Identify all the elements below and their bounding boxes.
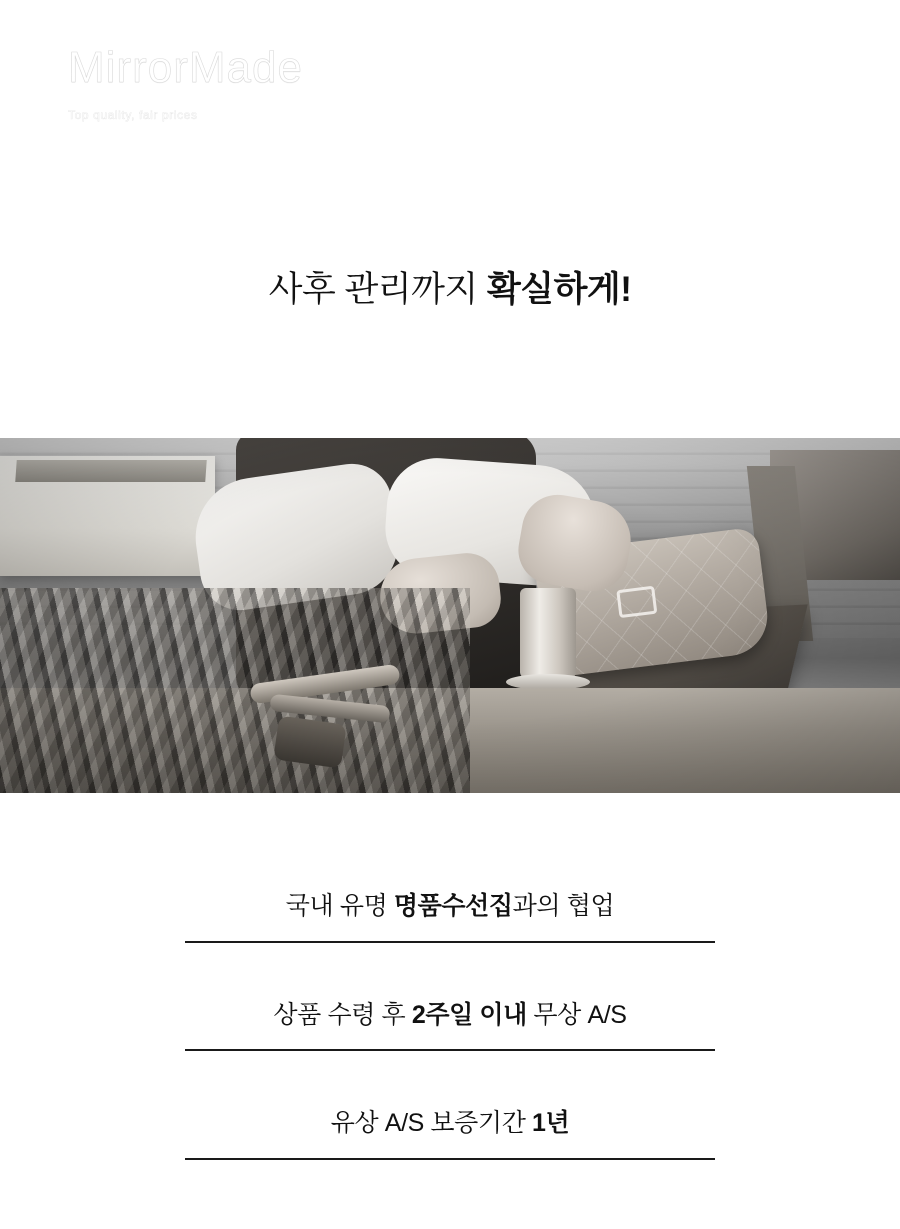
brand-watermark: [68, 43, 488, 146]
list-item: [0, 1107, 900, 1160]
feature-strong: 1년: [531, 1109, 570, 1137]
feature-list: [0, 890, 900, 1216]
headline-strong: 확실하게!: [486, 270, 632, 309]
list-item: [0, 890, 900, 943]
feature-divider: [185, 1158, 715, 1160]
feature-tail: 과의 협업: [512, 892, 615, 920]
feature-divider: [185, 941, 715, 943]
feature-strong: 명품수선집: [393, 892, 513, 920]
brand-wordmark: MirrorMade: [68, 43, 303, 92]
feature-lead: 국내 유명: [285, 892, 394, 920]
feature-text: [0, 890, 900, 941]
feature-lead: 상품 수령 후: [273, 1000, 412, 1029]
headline-lead: 사후 관리까지: [268, 270, 487, 309]
list-item: [0, 999, 900, 1052]
feature-text: [0, 1107, 900, 1158]
feature-lead: 유상 A/S 보증기간: [330, 1109, 532, 1137]
feature-divider: [185, 1049, 715, 1051]
hero-vignette: [0, 438, 900, 793]
brand-tagline: Top quality, fair prices: [68, 108, 198, 122]
hero-image: [0, 438, 900, 793]
feature-text: [0, 999, 900, 1050]
feature-tail: 무상 A/S: [526, 1000, 627, 1029]
feature-strong: 2주일 이내: [411, 1000, 527, 1029]
page-headline: [0, 268, 900, 312]
